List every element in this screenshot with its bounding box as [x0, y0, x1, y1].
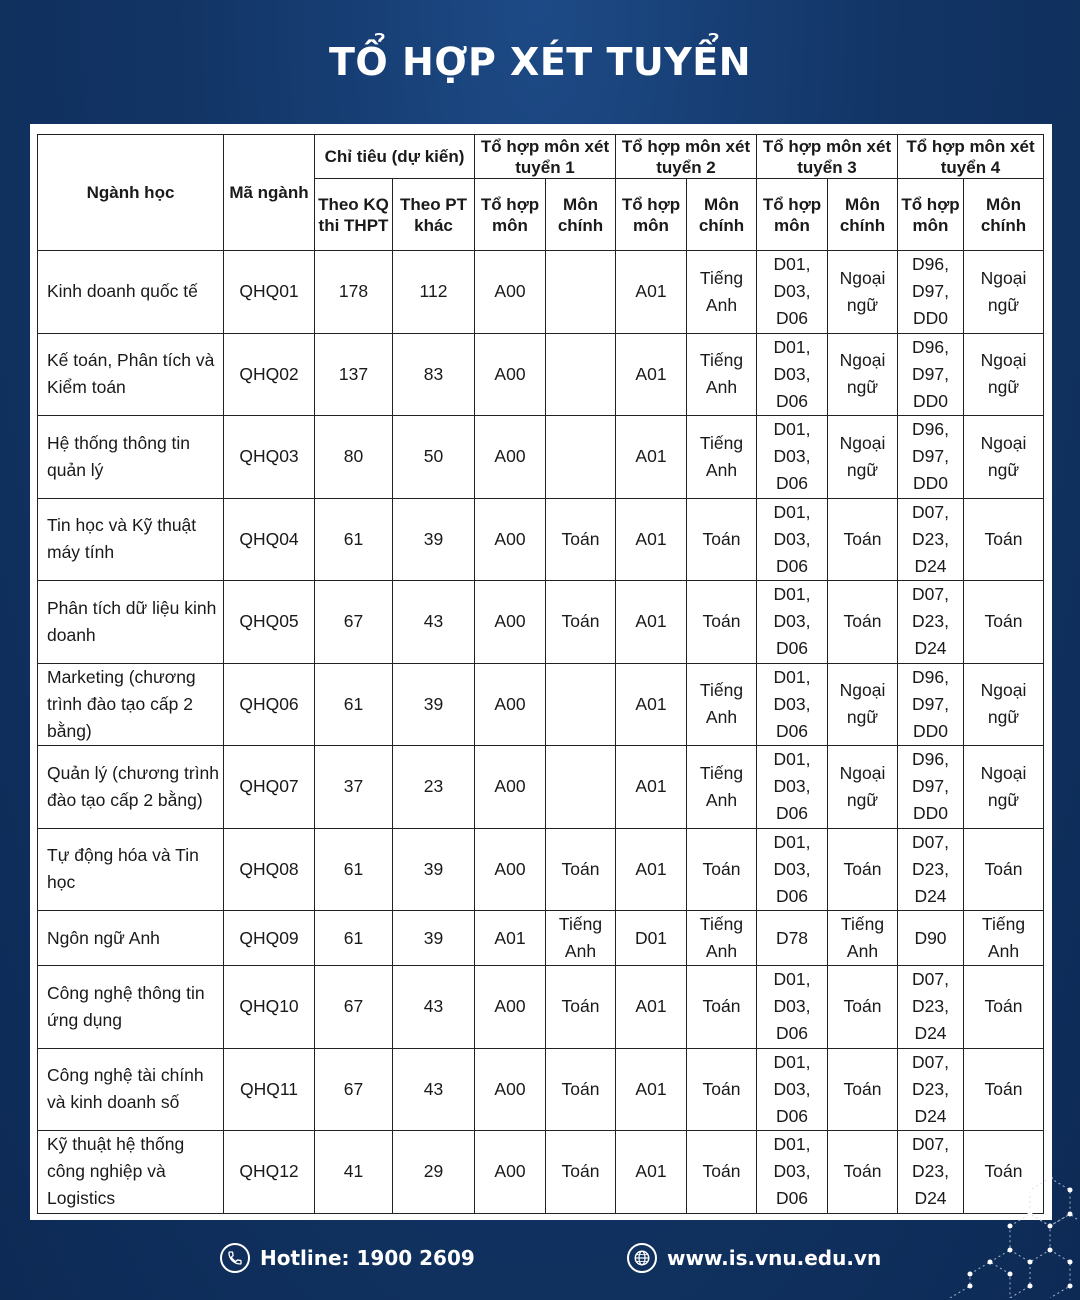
cell-main-subject-3: Ngoại ngữ: [828, 416, 898, 499]
cell-main-subject-4: Ngoại ngữ: [964, 663, 1044, 746]
cell-combo-3: D01, D03, D06: [757, 251, 828, 334]
cell-code: QHQ07: [224, 746, 315, 829]
cell-combo-2: D01: [616, 911, 687, 966]
cell-major: Tin học và Kỹ thuật máy tính: [38, 498, 224, 581]
cell-combo-1: A00: [475, 498, 546, 581]
header-combo-2: Tổ hợp môn xét tuyển 2: [616, 135, 757, 179]
header-quota-thpt: Theo KQ thi THPT: [315, 179, 393, 251]
cell-combo-1: A00: [475, 581, 546, 664]
cell-quota-thpt: 67: [315, 966, 393, 1049]
table-row: [38, 1131, 1044, 1214]
header-subjects-1: Tổ hợp môn: [475, 179, 546, 251]
cell-combo-4: D07, D23, D24: [898, 498, 964, 581]
header-main-subject-4: Môn chính: [964, 179, 1044, 251]
cell-combo-3: D01, D03, D06: [757, 416, 828, 499]
cell-main-subject-3: Ngoại ngữ: [828, 663, 898, 746]
cell-main-subject-2: Toán: [687, 498, 757, 581]
website-text: www.is.vnu.edu.vn: [667, 1246, 882, 1270]
cell-main-subject-2: Tiếng Anh: [687, 746, 757, 829]
header-combo-1: Tổ hợp môn xét tuyển 1: [475, 135, 616, 179]
cell-major: Kỹ thuật hệ thống công nghiệp và Logistics: [38, 1131, 224, 1214]
cell-combo-4: D96, D97, DD0: [898, 333, 964, 416]
page-title: TỔ HỢP XÉT TUYỂN: [329, 40, 751, 84]
cell-quota-other: 43: [393, 1048, 475, 1131]
cell-main-subject-2: Tiếng Anh: [687, 416, 757, 499]
cell-combo-1: A00: [475, 251, 546, 334]
cell-quota-other: 29: [393, 1131, 475, 1214]
cell-quota-other: 112: [393, 251, 475, 334]
cell-major: Quản lý (chương trình đào tạo cấp 2 bằng): [38, 746, 224, 829]
cell-main-subject-1: Toán: [546, 1048, 616, 1131]
cell-combo-4: D96, D97, DD0: [898, 663, 964, 746]
header-combo-3: Tổ hợp môn xét tuyển 3: [757, 135, 898, 179]
header-subjects-2: Tổ hợp môn: [616, 179, 687, 251]
cell-major: Marketing (chương trình đào tạo cấp 2 bằng): [38, 663, 224, 746]
header-subjects-4: Tổ hợp môn: [898, 179, 964, 251]
cell-main-subject-4: Ngoại ngữ: [964, 416, 1044, 499]
cell-combo-2: A01: [616, 1048, 687, 1131]
cell-combo-4: D07, D23, D24: [898, 1131, 964, 1214]
cell-major: Công nghệ thông tin ứng dụng: [38, 966, 224, 1049]
cell-major: Tự động hóa và Tin học: [38, 828, 224, 911]
cell-main-subject-3: Toán: [828, 1131, 898, 1214]
header-main-subject-1: Môn chính: [546, 179, 616, 251]
cell-quota-other: 43: [393, 966, 475, 1049]
cell-main-subject-3: Toán: [828, 1048, 898, 1131]
table-row: [38, 416, 1044, 499]
cell-main-subject-1: Toán: [546, 498, 616, 581]
cell-combo-2: A01: [616, 498, 687, 581]
cell-combo-1: A00: [475, 966, 546, 1049]
cell-quota-thpt: 67: [315, 1048, 393, 1131]
table-row: [38, 251, 1044, 334]
cell-combo-3: D01, D03, D06: [757, 498, 828, 581]
cell-combo-3: D01, D03, D06: [757, 1048, 828, 1131]
cell-main-subject-3: Ngoại ngữ: [828, 333, 898, 416]
cell-combo-3: D01, D03, D06: [757, 333, 828, 416]
cell-combo-1: A00: [475, 1131, 546, 1214]
cell-main-subject-3: Toán: [828, 498, 898, 581]
cell-quota-thpt: 178: [315, 251, 393, 334]
cell-combo-2: A01: [616, 663, 687, 746]
cell-combo-2: A01: [616, 251, 687, 334]
table-row: [38, 911, 1044, 966]
cell-combo-1: A00: [475, 333, 546, 416]
header-subjects-3: Tổ hợp môn: [757, 179, 828, 251]
cell-code: QHQ04: [224, 498, 315, 581]
cell-main-subject-1: Toán: [546, 1131, 616, 1214]
cell-main-subject-4: Toán: [964, 1131, 1044, 1214]
cell-code: QHQ08: [224, 828, 315, 911]
cell-quota-other: 39: [393, 911, 475, 966]
cell-code: QHQ06: [224, 663, 315, 746]
cell-combo-2: A01: [616, 416, 687, 499]
cell-quota-thpt: 37: [315, 746, 393, 829]
cell-main-subject-3: Ngoại ngữ: [828, 251, 898, 334]
cell-code: QHQ12: [224, 1131, 315, 1214]
cell-main-subject-3: Ngoại ngữ: [828, 746, 898, 829]
cell-main-subject-2: Tiếng Anh: [687, 911, 757, 966]
cell-main-subject-2: Toán: [687, 966, 757, 1049]
cell-combo-3: D01, D03, D06: [757, 828, 828, 911]
cell-combo-3: D01, D03, D06: [757, 966, 828, 1049]
cell-main-subject-2: Toán: [687, 1048, 757, 1131]
table-row: [38, 1048, 1044, 1131]
table-row: [38, 828, 1044, 911]
cell-main-subject-1: [546, 746, 616, 829]
cell-major: Ngôn ngữ Anh: [38, 911, 224, 966]
header-code: Mã ngành: [224, 135, 315, 251]
cell-quota-thpt: 61: [315, 828, 393, 911]
cell-combo-3: D01, D03, D06: [757, 1131, 828, 1214]
cell-combo-4: D90: [898, 911, 964, 966]
cell-main-subject-4: Toán: [964, 581, 1044, 664]
table-row: [38, 333, 1044, 416]
globe-icon: [627, 1243, 657, 1273]
cell-code: QHQ02: [224, 333, 315, 416]
cell-code: QHQ03: [224, 416, 315, 499]
cell-quota-other: 39: [393, 663, 475, 746]
cell-combo-2: A01: [616, 1131, 687, 1214]
cell-combo-4: D96, D97, DD0: [898, 251, 964, 334]
header-main-subject-2: Môn chính: [687, 179, 757, 251]
cell-main-subject-4: Ngoại ngữ: [964, 746, 1044, 829]
cell-major: Kinh doanh quốc tế: [38, 251, 224, 334]
cell-main-subject-4: Toán: [964, 828, 1044, 911]
cell-combo-3: D01, D03, D06: [757, 663, 828, 746]
cell-main-subject-4: Ngoại ngữ: [964, 333, 1044, 416]
cell-code: QHQ01: [224, 251, 315, 334]
cell-combo-4: D96, D97, DD0: [898, 746, 964, 829]
cell-code: QHQ09: [224, 911, 315, 966]
table-row: [38, 746, 1044, 829]
cell-major: Hệ thống thông tin quản lý: [38, 416, 224, 499]
cell-main-subject-2: Toán: [687, 828, 757, 911]
cell-combo-4: D07, D23, D24: [898, 1048, 964, 1131]
hotline[interactable]: [220, 1240, 475, 1276]
cell-code: QHQ05: [224, 581, 315, 664]
cell-quota-thpt: 80: [315, 416, 393, 499]
cell-main-subject-4: Tiếng Anh: [964, 911, 1044, 966]
cell-combo-1: A00: [475, 663, 546, 746]
cell-major: Phân tích dữ liệu kinh doanh: [38, 581, 224, 664]
cell-combo-1: A00: [475, 746, 546, 829]
cell-combo-3: D78: [757, 911, 828, 966]
cell-combo-2: A01: [616, 581, 687, 664]
header-quota-other: Theo PT khác: [393, 179, 475, 251]
cell-main-subject-1: Toán: [546, 828, 616, 911]
cell-main-subject-4: Toán: [964, 966, 1044, 1049]
header-main-subject-3: Môn chính: [828, 179, 898, 251]
website-link[interactable]: [627, 1240, 881, 1276]
cell-combo-4: D96, D97, DD0: [898, 416, 964, 499]
cell-main-subject-4: Toán: [964, 1048, 1044, 1131]
cell-code: QHQ10: [224, 966, 315, 1049]
cell-main-subject-1: Toán: [546, 581, 616, 664]
cell-main-subject-2: Tiếng Anh: [687, 333, 757, 416]
cell-combo-3: D01, D03, D06: [757, 581, 828, 664]
phone-icon: [220, 1243, 250, 1273]
cell-quota-thpt: 41: [315, 1131, 393, 1214]
cell-combo-2: A01: [616, 333, 687, 416]
cell-main-subject-1: [546, 333, 616, 416]
cell-main-subject-3: Toán: [828, 966, 898, 1049]
cell-combo-3: D01, D03, D06: [757, 746, 828, 829]
cell-combo-2: A01: [616, 828, 687, 911]
table-row: [38, 498, 1044, 581]
cell-main-subject-2: Tiếng Anh: [687, 663, 757, 746]
network-decoration: [940, 1170, 1078, 1298]
admissions-sheet: [30, 124, 1052, 1220]
cell-combo-4: D07, D23, D24: [898, 966, 964, 1049]
cell-main-subject-1: [546, 416, 616, 499]
cell-main-subject-2: Toán: [687, 581, 757, 664]
table-row: [38, 581, 1044, 664]
cell-quota-thpt: 61: [315, 663, 393, 746]
table-body: [38, 251, 1044, 1214]
cell-quota-other: 50: [393, 416, 475, 499]
cell-main-subject-3: Toán: [828, 581, 898, 664]
cell-main-subject-3: Tiếng Anh: [828, 911, 898, 966]
header-quota: Chỉ tiêu (dự kiến): [315, 135, 475, 179]
cell-combo-1: A00: [475, 1048, 546, 1131]
header-major: Ngành học: [38, 135, 224, 251]
cell-main-subject-4: Toán: [964, 498, 1044, 581]
cell-code: QHQ11: [224, 1048, 315, 1131]
cell-main-subject-1: [546, 251, 616, 334]
cell-combo-4: D07, D23, D24: [898, 828, 964, 911]
cell-main-subject-1: [546, 663, 616, 746]
cell-main-subject-2: Tiếng Anh: [687, 251, 757, 334]
table-row: [38, 663, 1044, 746]
cell-combo-1: A01: [475, 911, 546, 966]
cell-major: Kế toán, Phân tích và Kiểm toán: [38, 333, 224, 416]
cell-main-subject-2: Toán: [687, 1131, 757, 1214]
cell-major: Công nghệ tài chính và kinh doanh số: [38, 1048, 224, 1131]
cell-quota-other: 23: [393, 746, 475, 829]
cell-combo-1: A00: [475, 416, 546, 499]
cell-main-subject-1: Tiếng Anh: [546, 911, 616, 966]
header-combo-4: Tổ hợp môn xét tuyển 4: [898, 135, 1044, 179]
cell-quota-other: 39: [393, 828, 475, 911]
cell-combo-2: A01: [616, 746, 687, 829]
cell-combo-2: A01: [616, 966, 687, 1049]
cell-combo-4: D07, D23, D24: [898, 581, 964, 664]
cell-quota-thpt: 61: [315, 498, 393, 581]
cell-quota-thpt: 67: [315, 581, 393, 664]
cell-main-subject-1: Toán: [546, 966, 616, 1049]
hotline-text: Hotline: 1900 2609: [260, 1246, 475, 1270]
cell-combo-1: A00: [475, 828, 546, 911]
cell-quota-thpt: 61: [315, 911, 393, 966]
cell-quota-other: 43: [393, 581, 475, 664]
cell-quota-other: 39: [393, 498, 475, 581]
cell-main-subject-4: Ngoại ngữ: [964, 251, 1044, 334]
admissions-table: [37, 134, 1044, 1214]
cell-main-subject-3: Toán: [828, 828, 898, 911]
cell-quota-other: 83: [393, 333, 475, 416]
table-row: [38, 966, 1044, 1049]
cell-quota-thpt: 137: [315, 333, 393, 416]
